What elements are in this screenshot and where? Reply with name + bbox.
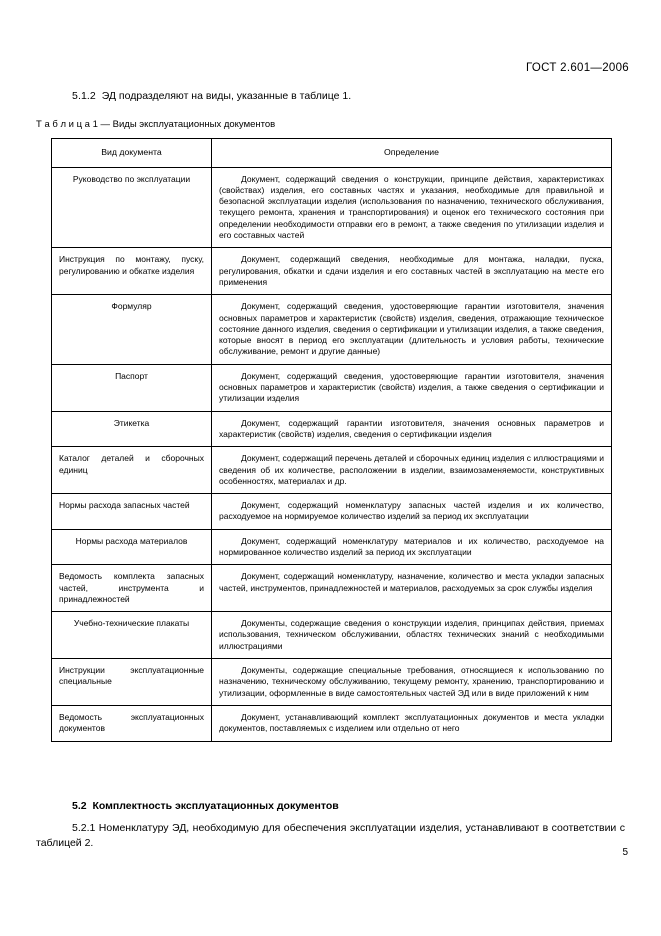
cell-definition bbox=[212, 364, 612, 411]
cell-definition-text: Документ, содержащий номенклатуру материалов и их количество, расходуемое на нормированное количество изделий за период их эксплуатации bbox=[219, 535, 604, 557]
cell-definition-text: Документ, содержащий сведения, необходимые для монтажа, наладки, пуска, регулирования, обкатки и сдачи изделия и его составных частей в эксплуатацию на месте его применения bbox=[219, 254, 604, 287]
cell-kind: Инструкции эксплуатационные специальные bbox=[52, 659, 212, 706]
table-row bbox=[52, 612, 612, 659]
cell-definition bbox=[212, 705, 612, 741]
table-row bbox=[52, 167, 612, 248]
table-row bbox=[52, 705, 612, 741]
cell-definition bbox=[212, 411, 612, 447]
cell-definition bbox=[212, 447, 612, 494]
cell-definition-text: Документ, содержащий сведения, удостоверяющие гарантии изготовителя, значения основных параметров и характеристик (свойств) изделия, сведения, отражающие техническое состояние данного изделия, сведения о сертификации и утилизации изделия, а также сведения, которые вносят в период его эксплуатации (длительность и условия работы, технические обслуживание, ремонт и другие данные) bbox=[219, 301, 604, 357]
cell-definition-text: Документ, содержащий номенклатуру запасных частей изделия и их количество, расходуемое на нормируемое количество изделий за период их эксплуатации bbox=[219, 500, 604, 522]
cell-kind: Ведомость эксплуатационных документов bbox=[52, 705, 212, 741]
cell-kind: Паспорт bbox=[52, 364, 212, 411]
cell-kind: Каталог деталей и сборочных единиц bbox=[52, 447, 212, 494]
table-caption-label: Т а б л и ц а 1 bbox=[36, 119, 98, 130]
cell-kind: Руководство по эксплуатации bbox=[52, 167, 212, 248]
table-row bbox=[52, 248, 612, 295]
cell-kind: Учебно-технические плакаты bbox=[52, 612, 212, 659]
table-row bbox=[52, 447, 612, 494]
clause-5-1-2 bbox=[72, 90, 625, 102]
cell-kind: Ведомость комплекта запасных частей, инструмента и принадлежностей bbox=[52, 565, 212, 612]
cell-kind: Нормы расхода материалов bbox=[52, 529, 212, 565]
table-caption-title: Виды эксплуатационных документов bbox=[112, 119, 276, 130]
cell-kind: Этикетка bbox=[52, 411, 212, 447]
standard-designation: ГОСТ 2.601—2006 bbox=[525, 62, 629, 74]
cell-definition bbox=[212, 248, 612, 295]
cell-definition-text: Документы, содержащие специальные требования, относящиеся к использованию по назначению, техническому обслуживанию, текущему ремонту, хранению, транспортированию и утилизации, оформленные в виде самостоятельных частей ЭД или в виде приложений к ним bbox=[219, 665, 604, 698]
cell-definition-text: Документ, устанавливающий комплект эксплуатационных документов и места укладки документов, поставляемых с изделием или отдельно от него bbox=[219, 711, 604, 734]
cell-definition-text: Документ, содержащий перечень деталей и сборочных единиц изделия с иллюстрациями и сведения об их количестве, расположении в изделии, взаимозаменяемости, конструктивных особенностях, материалах и др. bbox=[219, 453, 604, 486]
cell-definition bbox=[212, 565, 612, 612]
cell-definition bbox=[212, 167, 612, 248]
page-number: 5 bbox=[622, 847, 628, 858]
cell-kind: Формуляр bbox=[52, 295, 212, 364]
cell-kind: Инструкция по монтажу, пуску, регулированию и обкатке изделия bbox=[52, 248, 212, 295]
table-row bbox=[52, 411, 612, 447]
cell-definition-text: Документ, содержащий гарантии изготовителя, значения основных параметров и характеристик (свойств) изделия, сведения о сертификации изделия bbox=[219, 417, 604, 439]
table-caption bbox=[36, 119, 275, 130]
clause-number: 5.2.1 bbox=[72, 822, 96, 834]
cell-definition bbox=[212, 529, 612, 565]
cell-definition bbox=[212, 612, 612, 659]
clause-number: 5.1.2 bbox=[72, 90, 96, 102]
clause-5-2-1 bbox=[36, 821, 625, 851]
section-number: 5.2 bbox=[72, 800, 87, 812]
page-header bbox=[526, 62, 629, 74]
clause-text: ЭД подразделяют на виды, указанные в таблице 1. bbox=[101, 90, 352, 102]
table-header-row bbox=[52, 139, 612, 168]
clause-text: Номенклатуру ЭД, необходимую для обеспечения эксплуатации изделия, устанавливают в соответствии с таблицей 2. bbox=[36, 822, 625, 850]
document-types-table bbox=[51, 138, 612, 742]
table-row bbox=[52, 295, 612, 364]
table-row bbox=[52, 364, 612, 411]
table-row bbox=[52, 529, 612, 565]
cell-definition bbox=[212, 659, 612, 706]
column-header-definition: Определение bbox=[212, 139, 612, 168]
cell-definition bbox=[212, 295, 612, 364]
section-heading-5-2 bbox=[72, 800, 339, 812]
cell-definition-text: Документы, содержащие сведения о конструкции изделия, принципах действия, приемах использования, техническом обслуживании, областях технических знаний с необходимыми иллюстрациями bbox=[219, 618, 604, 651]
table-row bbox=[52, 494, 612, 530]
cell-definition-text: Документ, содержащий сведения о конструкции, принципе действия, характеристиках (свойствах) изделия, его составных частях и указания, необходимые для правильной и безопасной эксплуатации изделия (использования по назначению, технического обслуживания, текущего ремонта, хранения и транспортирования) и оценок его технического состояния при определении необходимости отправки его в ремонт, а также сведения по утилизации изделия и его составных частей bbox=[219, 173, 604, 241]
cell-definition bbox=[212, 494, 612, 530]
table-row bbox=[52, 659, 612, 706]
section-title: Комплектность эксплуатационных документов bbox=[92, 800, 339, 812]
table-caption-dash: — bbox=[100, 119, 111, 130]
cell-kind: Нормы расхода запасных частей bbox=[52, 494, 212, 530]
cell-definition-text: Документ, содержащий сведения, удостоверяющие гарантии изготовителя, значения основных параметров и характеристик (свойств) изделия, а также сведения о сертификации и утилизации изделия bbox=[219, 370, 604, 404]
column-header-kind: Вид документа bbox=[52, 139, 212, 168]
table-row bbox=[52, 565, 612, 612]
cell-definition-text: Документ, содержащий номенклатуру, назначение, количество и места укладки запасных частей, инструментов, принадлежностей и материалов, расходуемых за срок службы изделия bbox=[219, 571, 604, 593]
